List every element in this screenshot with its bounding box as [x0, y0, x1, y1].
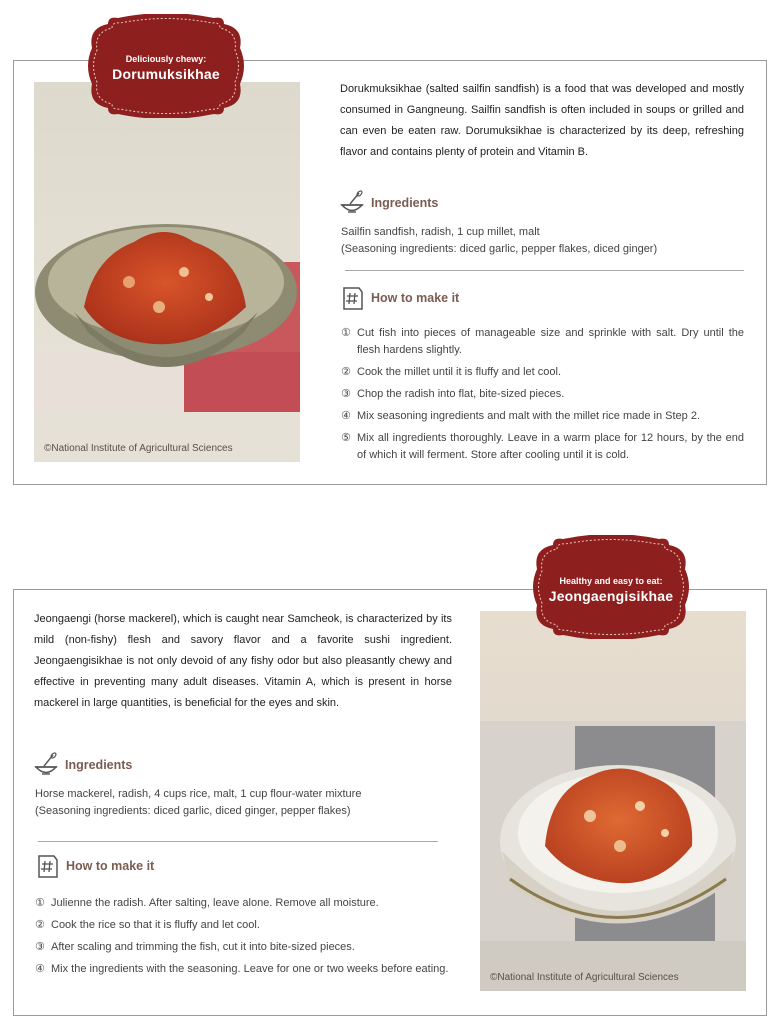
step-item [341, 325, 744, 359]
step-item [341, 364, 744, 381]
badge-shape [531, 535, 691, 639]
whisk-bowl-icon [339, 190, 365, 216]
step-number: ① [341, 327, 351, 339]
whisk-bowl-icon [33, 752, 59, 778]
title-badge [531, 535, 691, 639]
ingredients-list [35, 786, 453, 820]
step-item [35, 917, 453, 934]
howto-heading [341, 284, 459, 312]
step-number: ② [35, 919, 45, 931]
step-number: ③ [341, 388, 351, 400]
step-number: ⑤ [341, 432, 351, 444]
howto-title: How to make it [66, 859, 155, 873]
dish-illustration [480, 611, 746, 991]
step-item [341, 408, 744, 425]
step-item [341, 386, 744, 403]
dish-illustration [34, 82, 300, 462]
step-number: ① [35, 897, 45, 909]
recipe-note-icon [341, 284, 365, 312]
badge-subtitle: Deliciously chewy: [125, 54, 207, 64]
badge-title: Jeongaengisikhae [548, 588, 674, 604]
ingredients-line: Horse mackerel, radish, 4 cups rice, malt, 1 cup flour-water mixture [35, 788, 362, 800]
ingredients-line: Sailfin sandfish, radish, 1 cup millet, malt [341, 226, 540, 238]
step-text: After scaling and trimming the fish, cut it into bite-sized pieces. [51, 941, 355, 953]
step-text: Mix the ingredients with the seasoning. Leave for one or two weeks before eating. [51, 963, 449, 975]
step-text: Mix seasoning ingredients and malt with the millet rice made in Step 2. [357, 410, 701, 422]
intro-text: Dorukmuksikhae (salted sailfin sandfish) is a food that was developed and mostly consumed in Gangneung. Sailfin sandfish is often included in soups or grilled and can even be eaten raw. Dorumuksikhae is characterized by its deep, refreshing flavor and contains plenty of protein and Vitamin B. [340, 83, 744, 158]
steps-list [35, 895, 453, 983]
section-divider [38, 841, 438, 842]
ingredients-title: Ingredients [65, 758, 133, 772]
ingredients-title: Ingredients [371, 196, 439, 210]
title-badge [86, 14, 246, 118]
step-text: Cook the rice so that it is fluffy and let cool. [51, 919, 260, 931]
dorumuksikhae-photo [34, 82, 300, 462]
step-number: ③ [35, 941, 45, 953]
badge-subtitle: Healthy and easy to eat: [559, 576, 663, 586]
photo-credit: ©National Institute of Agricultural Sciences [490, 972, 679, 983]
section-divider [345, 270, 744, 271]
seasoning-line: (Seasoning ingredients: diced garlic, pepper flakes, diced ginger) [341, 243, 658, 255]
step-text: Chop the radish into flat, bite-sized pieces. [357, 388, 565, 400]
ingredients-list [341, 224, 745, 258]
ingredients-heading [339, 190, 438, 216]
step-item [35, 895, 453, 912]
step-text: Mix all ingredients thoroughly. Leave in a warm place for 12 hours, by the end of which it will ferment. Store after cooling until it is cold. [357, 432, 744, 461]
step-text: Cook the millet until it is fluffy and let cool. [357, 366, 562, 378]
step-item [341, 430, 744, 464]
badge-title: Dorumuksikhae [112, 66, 220, 82]
howto-title: How to make it [371, 291, 460, 305]
seasoning-line: (Seasoning ingredients: diced garlic, diced ginger, pepper flakes) [35, 805, 351, 817]
jeongaengisikhae-photo [480, 611, 746, 991]
step-item [35, 961, 453, 978]
step-text: Julienne the radish. After salting, leave alone. Remove all moisture. [51, 897, 379, 909]
photo-credit: ©National Institute of Agricultural Sciences [44, 443, 233, 454]
steps-list [341, 325, 744, 469]
step-number: ④ [341, 410, 351, 422]
howto-heading [36, 852, 154, 880]
step-text: Cut fish into pieces of manageable size and sprinkle with salt. Dry until the flesh hardens slightly. [357, 327, 744, 356]
step-number: ④ [35, 963, 45, 975]
step-item [35, 939, 453, 956]
recipe-note-icon [36, 852, 60, 880]
ingredients-heading [33, 752, 132, 778]
intro-text: Jeongaengi (horse mackerel), which is caught near Samcheok, is characterized by its mild (non-fishy) flesh and savory flavor and a favorite sushi ingredient. Jeongaengisikhae is not only devoid of any fishy odor but also pleasantly chewy and effective in preventing many adult diseases. Vitamin A, which is present in horse mackerel in large quantities, is beneficial for the eyes and skin. [34, 613, 452, 709]
step-number: ② [341, 366, 351, 378]
